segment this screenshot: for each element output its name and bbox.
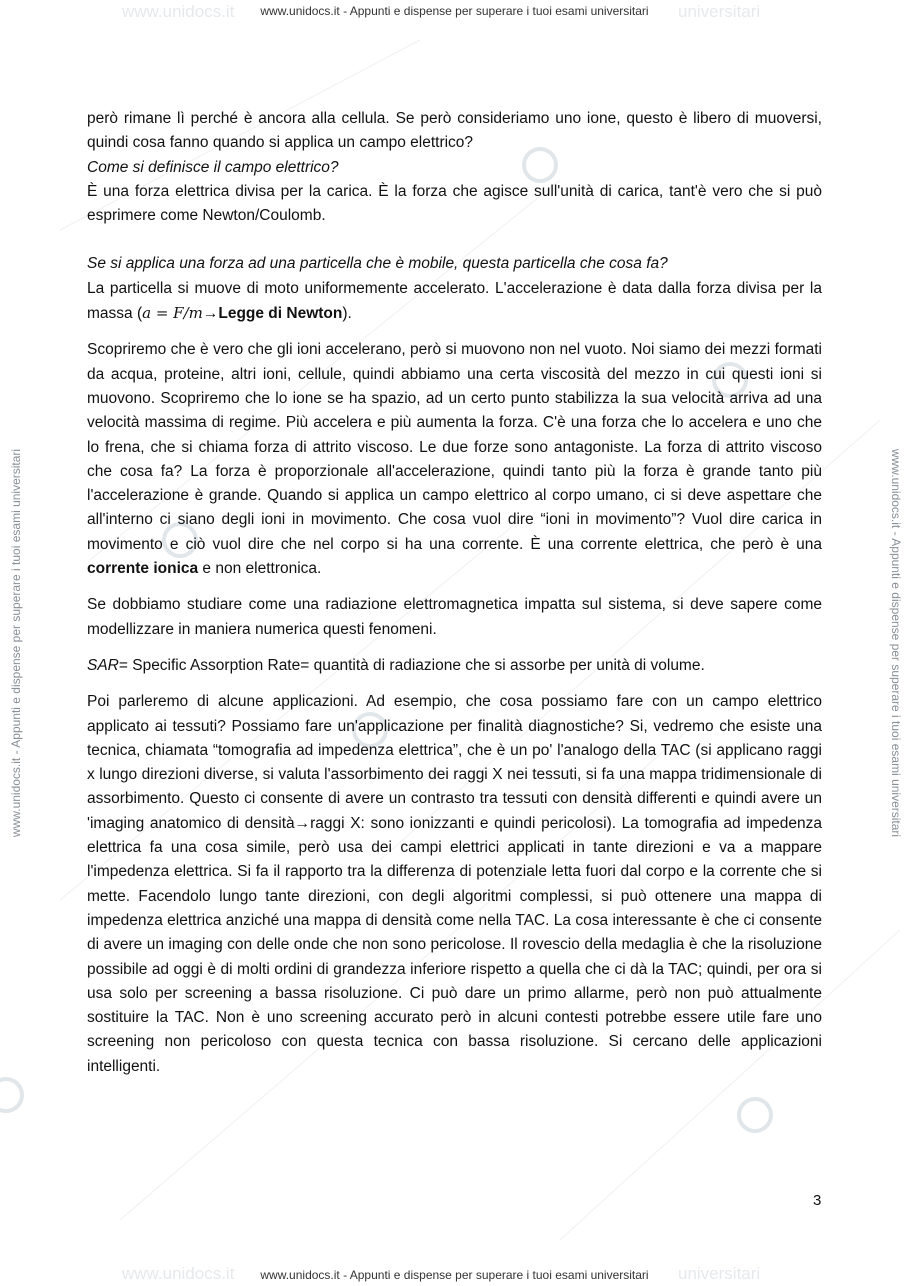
paragraph-intro <box>87 107 822 228</box>
left-margin-watermark: www.unidocs.it - Appunti e dispense per superare i tuoi esami universitari <box>9 448 23 838</box>
paragraph-ions <box>87 338 822 581</box>
newton-law-label: Legge di Newton <box>218 305 343 323</box>
footer-ghost-right: universitari <box>678 1264 761 1283</box>
sar-term: SAR <box>87 656 119 674</box>
arrow-symbol: → <box>202 305 219 323</box>
applications-text-end: raggi X: sono ionizzanti e quindi pericolosi). La tomografia ad impedenza elettrica fa una cosa simile, però usa dei campi elettrici applicati in tante direzioni e va a mappare l'impedenza elettrica. Si fa il rapporto tra la differenza di potenziale letta fuori dal corpo e la corrente che si mette. Facendolo lungo tante direzioni, con degli algoritmi complessi, si può ottenere una mappa di impedenza elettrica anziché una mappa di densità come nella TAC. La cosa interessante è che ci consente di avere un imaging con delle onde che non sono pericolose. Il rovescio della medaglia è che la risoluzione possibile ad oggi è di molti ordini di grandezza inferiore rispetto a quella che ci dà la TAC; quindi, per ora si usa solo per screening a bassa risoluzione. Ci può dare un primo allarme, però non può attualmente sostituire la TAC. Non è uno screening accurato però in alcuni contesti potrebbe essere utile fare uno screening non pericoloso con questa tecnica con bassa risoluzione. Si cercano delle applicazioni intelligenti. <box>87 814 822 1075</box>
footer-watermark: www.unidocs.it - Appunti e dispense per superare i tuoi esami universitari <box>260 1268 649 1282</box>
paragraph-radiation: Se dobbiamo studiare come una radiazione elettromagnetica impatta sul sistema, si deve sapere come modellizzare in maniera numerica questi fenomeni. <box>87 596 822 638</box>
document-body <box>87 107 822 1079</box>
ionic-current-term: corrente ionica <box>87 560 199 578</box>
intro-text: però rimane lì perché è ancora alla cellula. Se però consideriamo uno ione, questo è libero di muoversi, quindi cosa fanno quando si applica un campo elettrico? <box>87 110 822 152</box>
question-electric-field: Come si definisce il campo elettrico? <box>87 158 339 176</box>
paragraph-applications <box>87 690 822 1079</box>
paragraph-newton <box>87 252 822 326</box>
header-ghost-right: universitari <box>678 2 761 21</box>
applications-text: Poi parleremo di alcune applicazioni. Ad esempio, che cosa possiamo fare con un campo elettrico applicato ai tessuti? Possiamo fare un'applicazione per finalità diagnostiche? Si, vedremo che esiste una tecnica, chiamata “tomografia ad impedenza elettrica”, che è un po' l'analogo della TAC (si applicano raggi x lungo direzioni diverse, si valuta l'assorbimento dei raggi X nei tessuti, si fa una mappa tridimensionale di assorbimento. Questo ci consente di avere un contrasto tra tessuti con densità differenti e quindi avere un 'imaging anatomico di densità <box>87 693 822 832</box>
header-ghost-left: www.unidocs.it <box>122 2 235 21</box>
page-number: 3 <box>813 1192 822 1209</box>
header-watermark: www.unidocs.it - Appunti e dispense per superare i tuoi esami universitari <box>260 4 649 18</box>
ions-text-end: e non elettronica. <box>198 560 322 578</box>
paragraph-sar <box>87 654 822 678</box>
question-mobile-particle: Se si applica una forza ad una particella che è mobile, questa particella che cosa fa? <box>87 255 668 273</box>
footer-ghost-left: www.unidocs.it <box>122 1264 235 1283</box>
newton-formula: a = F/m <box>142 304 203 323</box>
answer-mobile-particle: La particella si muove di moto uniformemente accelerato. L'accelerazione è data dalla forza divisa per la massa ( <box>87 279 822 323</box>
arrow-symbol: → <box>294 814 311 832</box>
sar-definition: = Specific Assorption Rate= quantità di radiazione che si assorbe per unità di volume. <box>118 656 705 674</box>
closing-paren: ). <box>342 305 352 323</box>
ions-text: Scopriremo che è vero che gli ioni accelerano, però si muovono non nel vuoto. Noi siamo dei mezzi formati da acqua, proteine, altri ioni, cellule, quindi abbiamo una certa viscosità del mezzo in cui questi ioni si muovono. Scopriremo che lo ione se ha spazio, ad un certo punto stabilizza la sua velocità arriva ad una velocità massima di regime. Più accelera e più aumenta la forza. C'è una forza che lo accelera e uno che lo frena, che si chiama forza di attrito viscoso. Le due forze sono antagoniste. La forza di attrito viscoso che cosa fa? La forza è proporzionale all'accelerazione, quindi tanto più la forza è grande tanto più l'accelerazione è grande. Quando si applica un campo elettrico al corpo umano, ci si deve aspettare che all'interno ci siano degli ioni in movimento. Che cosa vuol dire “ioni in movimento”? Vuol dire carica in movimento e ciò vuol dire che nel corpo si ha una corrente. È una corrente elettrica, che però è una <box>87 341 822 553</box>
right-margin-watermark: www.unidocs.it - Appunti e dispense per superare i tuoi esami universitari <box>889 448 903 838</box>
answer-electric-field: È una forza elettrica divisa per la carica. È la forza che agisce sull'unità di carica, tant'è vero che si può esprimere come Newton/Coulomb. <box>87 182 822 225</box>
